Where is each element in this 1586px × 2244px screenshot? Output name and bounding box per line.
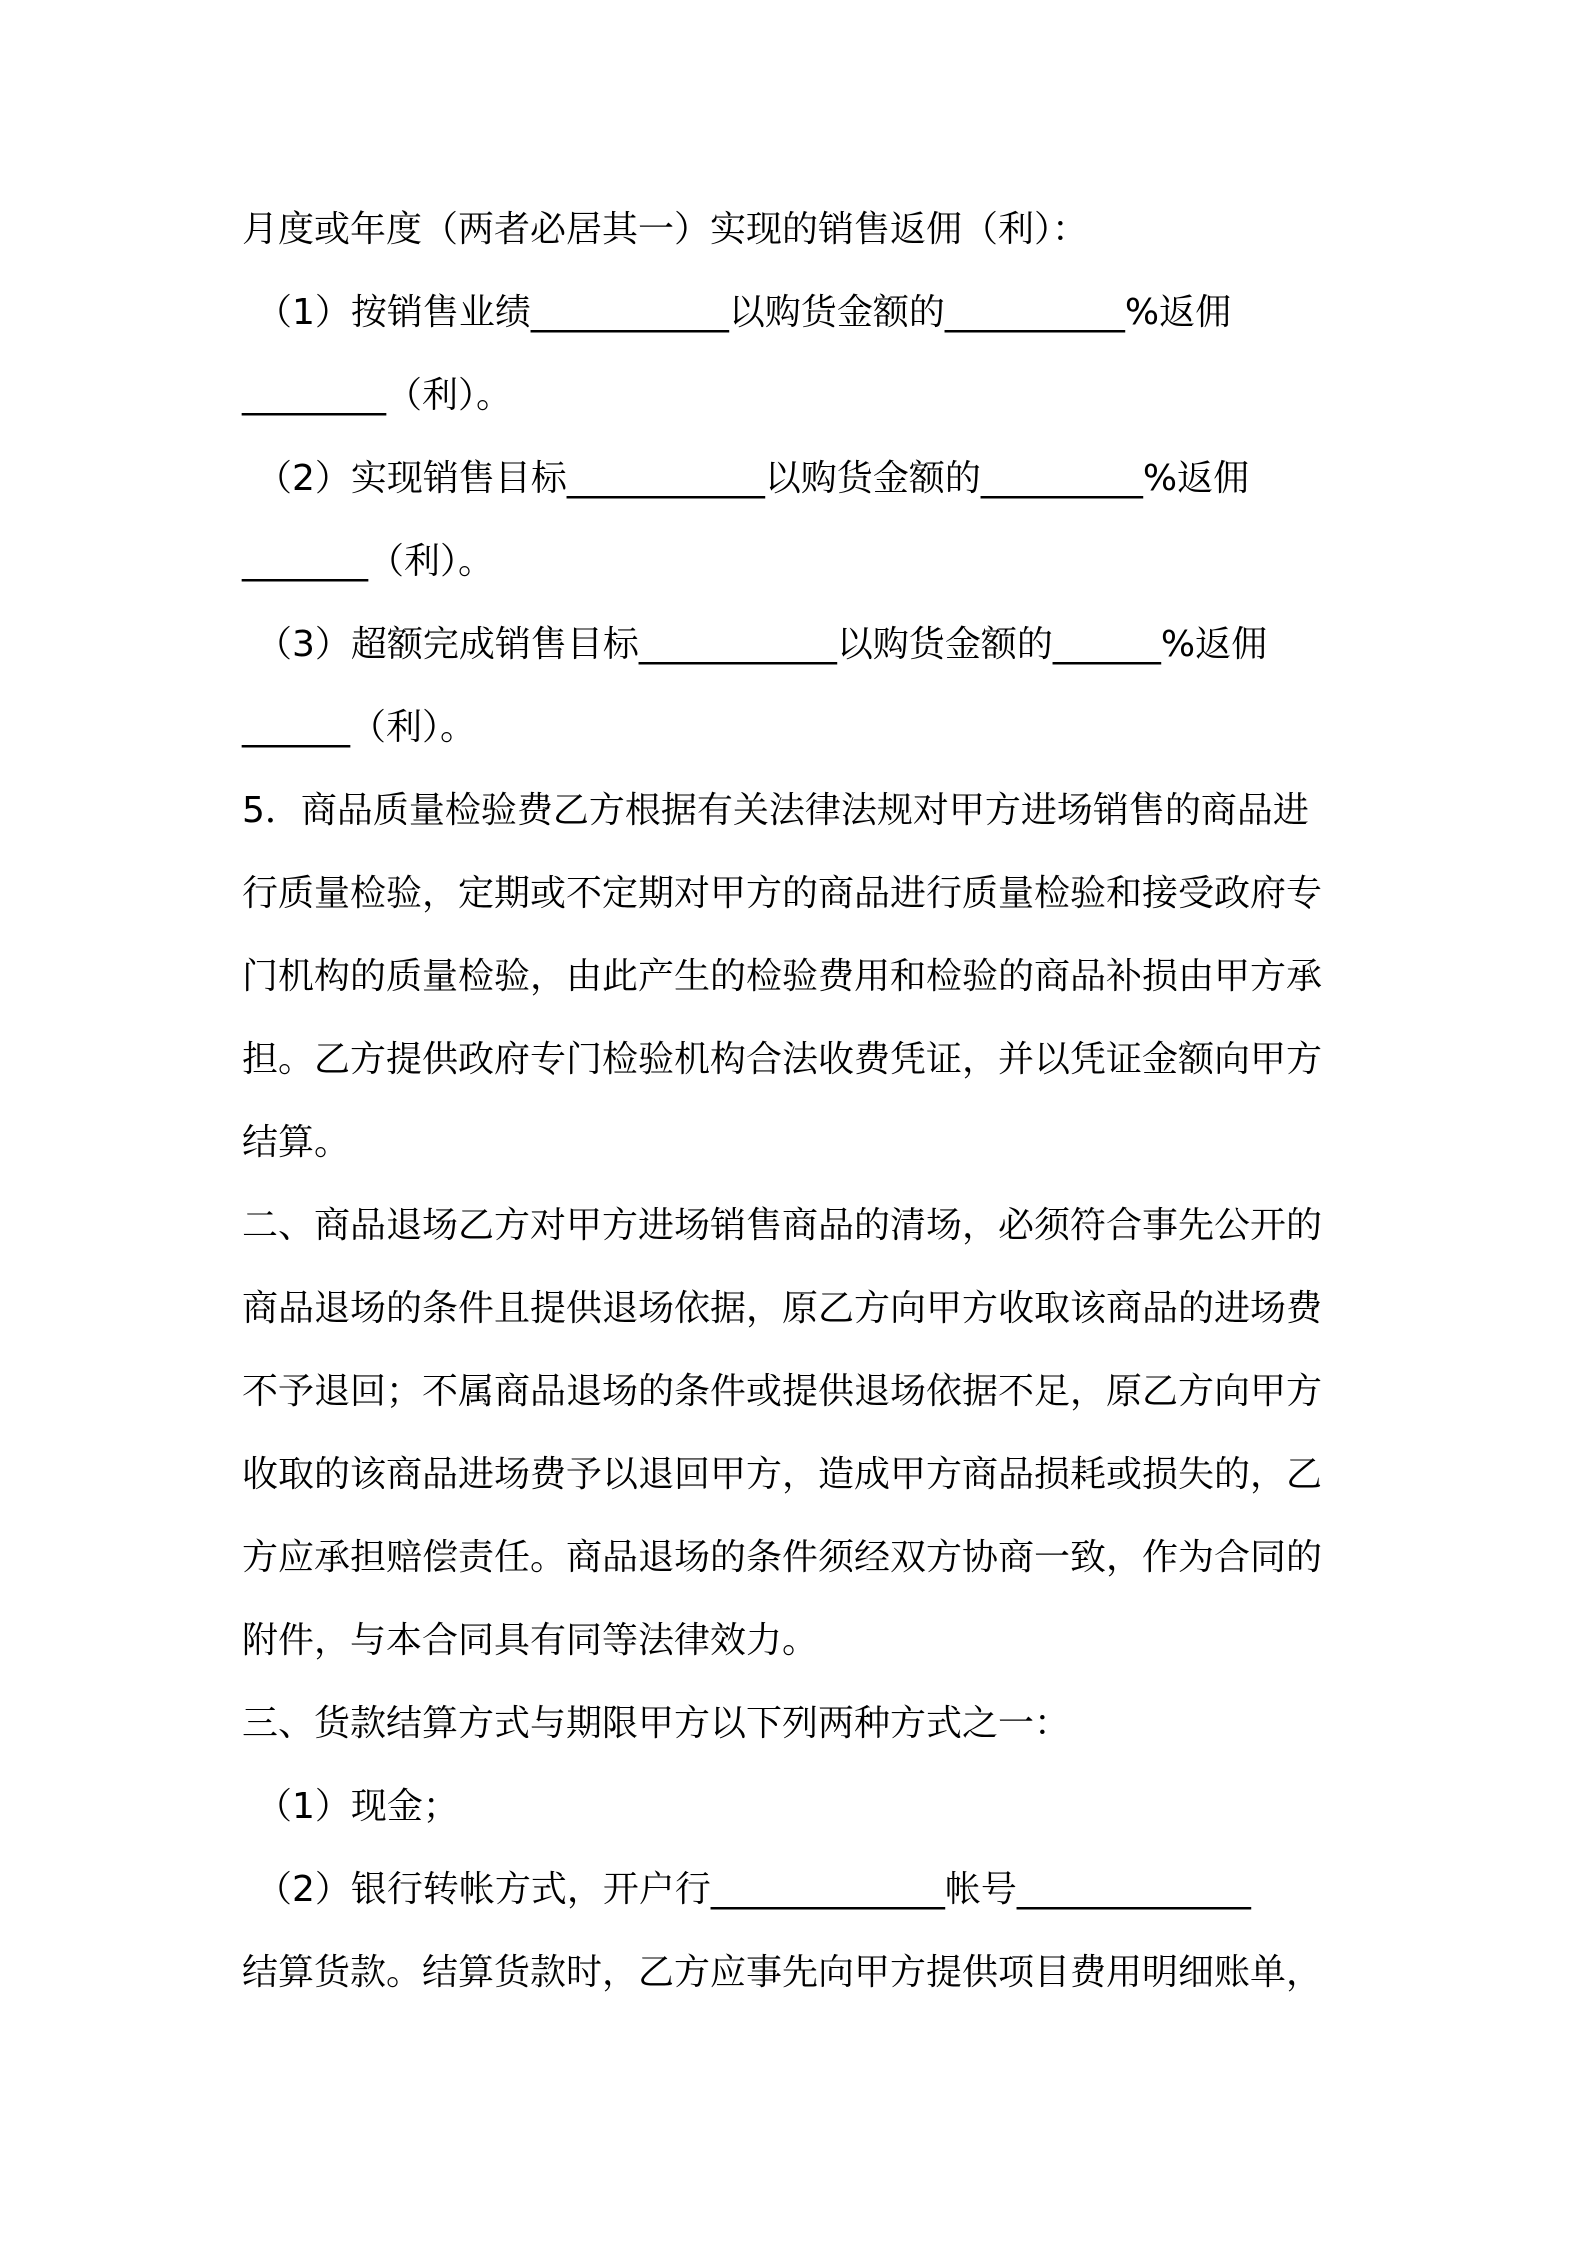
text-line: 5．商品质量检验费乙方根据有关法律法规对甲方进场销售的商品进 (242, 790, 1309, 831)
text-line: 行质量检验，定期或不定期对甲方的商品进行质量检验和接受政府专 (242, 873, 1323, 914)
text-line: ________（利）。 (242, 375, 513, 416)
text-line: 收取的该商品进场费予以退回甲方，造成甲方商品损耗或损失的，乙 (242, 1454, 1323, 1495)
text-line: （1）按销售业绩___________以购货金额的__________%返佣 (256, 292, 1232, 333)
text-line: 结算货款。结算货款时，乙方应事先向甲方提供项目费用明细账单， (242, 1952, 1323, 1993)
text-line: 担。乙方提供政府专门检验机构合法收费凭证，并以凭证金额向甲方 (242, 1039, 1323, 1080)
text-line: （2）实现销售目标___________以购货金额的_________%返佣 (256, 458, 1250, 499)
text-line: （3）超额完成销售目标___________以购货金额的______%返佣 (256, 624, 1268, 665)
text-line: （2）银行转帐方式，开户行_____________帐号_____________ (256, 1869, 1251, 1910)
text-line: 门机构的质量检验，由此产生的检验费用和检验的商品补损由甲方承 (242, 956, 1323, 997)
text-line: 商品退场的条件且提供退场依据，原乙方向甲方收取该商品的进场费 (242, 1288, 1323, 1329)
text-line: 附件，与本合同具有同等法律效力。 (242, 1620, 819, 1661)
text-line: 不予退回；不属商品退场的条件或提供退场依据不足，原乙方向甲方 (242, 1371, 1323, 1412)
text-line: （1）现金； (256, 1786, 459, 1827)
text-line: 月度或年度（两者必居其一）实现的销售返佣（利）： (242, 209, 1089, 250)
text-line: 二、商品退场乙方对甲方进场销售商品的清场，必须符合事先公开的 (242, 1205, 1323, 1246)
text-line: 结算。 (242, 1122, 351, 1163)
text-line: 三、货款结算方式与期限甲方以下列两种方式之一： (242, 1703, 1071, 1744)
text-line: ______（利）。 (242, 707, 477, 748)
text-line: 方应承担赔偿责任。商品退场的条件须经双方协商一致，作为合同的 (242, 1537, 1323, 1578)
text-line: _______（利）。 (242, 541, 495, 582)
